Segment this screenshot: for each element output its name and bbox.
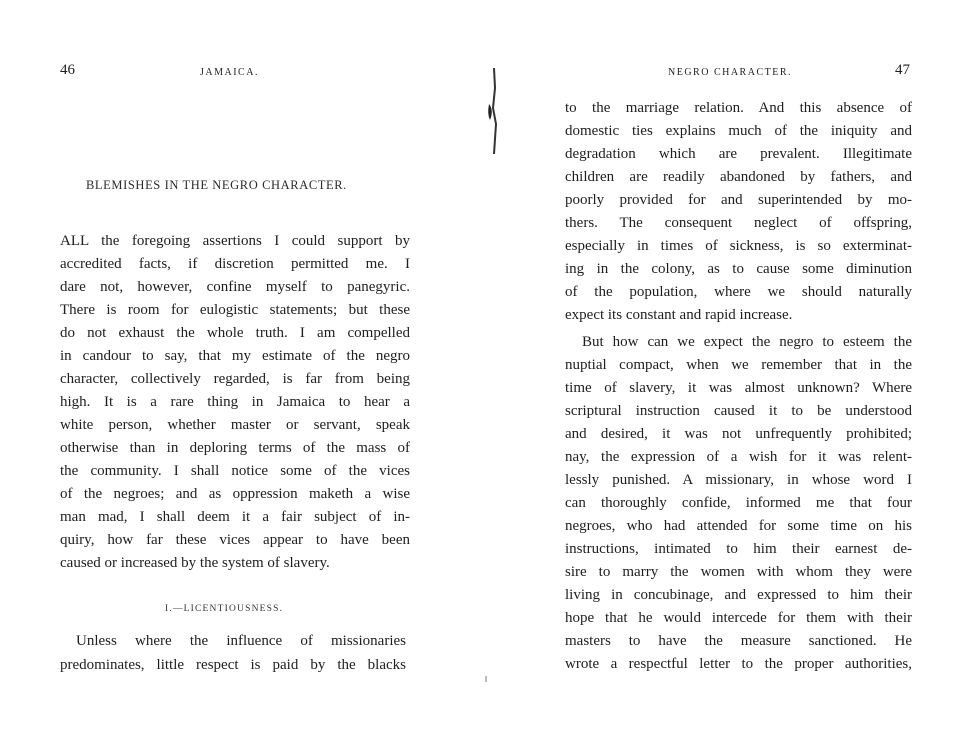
text-line: domestic ties explains much of the iniquity and — [565, 123, 912, 139]
text-line: dare not, however, confine myself to panegyric. — [60, 279, 410, 295]
text-line: ALL the foregoing assertions I could support by — [60, 233, 410, 249]
text-line: accredited facts, if discretion permitted me. I — [60, 256, 410, 272]
text-line: There is room for eulogistic statements; but these — [60, 302, 410, 318]
text-line: instructions, intimated to him their earnest de- — [565, 541, 912, 557]
text-line: wrote a respectful letter to the proper authorities, — [565, 656, 912, 672]
text-line: ing in the colony, as to cause some diminution — [565, 261, 912, 277]
text-line: caused or increased by the system of slavery. — [60, 555, 330, 571]
text-line: high. It is a rare thing in Jamaica to hear a — [60, 394, 410, 410]
text-line: man mad, I shall deem it a fair subject of in- — [60, 509, 410, 525]
text-line: of the population, where we should naturally — [565, 284, 912, 300]
text-line: living in concubinage, and expressed to him their — [565, 587, 912, 603]
text-line: quiry, how far these vices appear to have been — [60, 532, 410, 548]
text-line: otherwise than in deploring terms of the mass of — [60, 440, 410, 456]
text-line: white person, whether master or servant, speak — [60, 417, 410, 433]
text-line: nuptial compact, when we remember that in the — [565, 357, 912, 373]
text-line: thers. The consequent neglect of offspring, — [565, 215, 912, 231]
text-line: can thoroughly confide, informed me that four — [565, 495, 912, 511]
section-title: BLEMISHES IN THE NEGRO CHARACTER. — [86, 178, 347, 192]
text-line: scriptural instruction caused it to be understood — [565, 403, 912, 419]
text-line: degradation which are prevalent. Illegitimate — [565, 146, 912, 162]
left-running-head: JAMAICA. — [200, 67, 259, 78]
subheading: I.—LICENTIOUSNESS. — [165, 604, 284, 614]
text-line: character, collectively regarded, is far from being — [60, 371, 410, 387]
text-line: masters to have the measure sanctioned. He — [565, 633, 912, 649]
text-line: and desired, it was not unfrequently prohibited; — [565, 426, 912, 442]
text-line: lessly punished. A missionary, in whose word I — [565, 472, 912, 488]
gutter-speck — [485, 676, 487, 682]
right-running-head: NEGRO CHARACTER. — [668, 67, 793, 78]
text-line: But how can we expect the negro to esteem the — [582, 334, 912, 350]
right-page — [490, 0, 980, 748]
text-line: poorly provided for and superintended by mo- — [565, 192, 912, 208]
text-line: nay, the expression of a wish for it was relent- — [565, 449, 912, 465]
text-line: the community. I shall notice some of the vices — [60, 463, 410, 479]
left-page-number: 46 — [60, 62, 75, 78]
right-page-number: 47 — [895, 62, 910, 78]
text-line: in candour to say, that my estimate of the negro — [60, 348, 410, 364]
text-line: predominates, little respect is paid by the blacks — [60, 657, 406, 673]
text-line: children are readily abandoned by fathers, and — [565, 169, 912, 185]
text-line: hope that he would intercede for them with their — [565, 610, 912, 626]
text-line: negroes, who had attended for some time on his — [565, 518, 912, 534]
text-line: do not exhaust the whole truth. I am compelled — [60, 325, 410, 341]
text-line: especially in times of sickness, is so exterminat- — [565, 238, 912, 254]
text-line: expect its constant and rapid increase. — [565, 307, 793, 323]
text-line: of the negroes; and as oppression maketh a wise — [60, 486, 410, 502]
text-line: sire to marry the women with whom they were — [565, 564, 912, 580]
text-line: Unless where the influence of missionaries — [76, 633, 406, 649]
text-line: to the marriage relation. And this absence of — [565, 100, 912, 116]
text-line: time of slavery, it was almost unknown? Where — [565, 380, 912, 396]
